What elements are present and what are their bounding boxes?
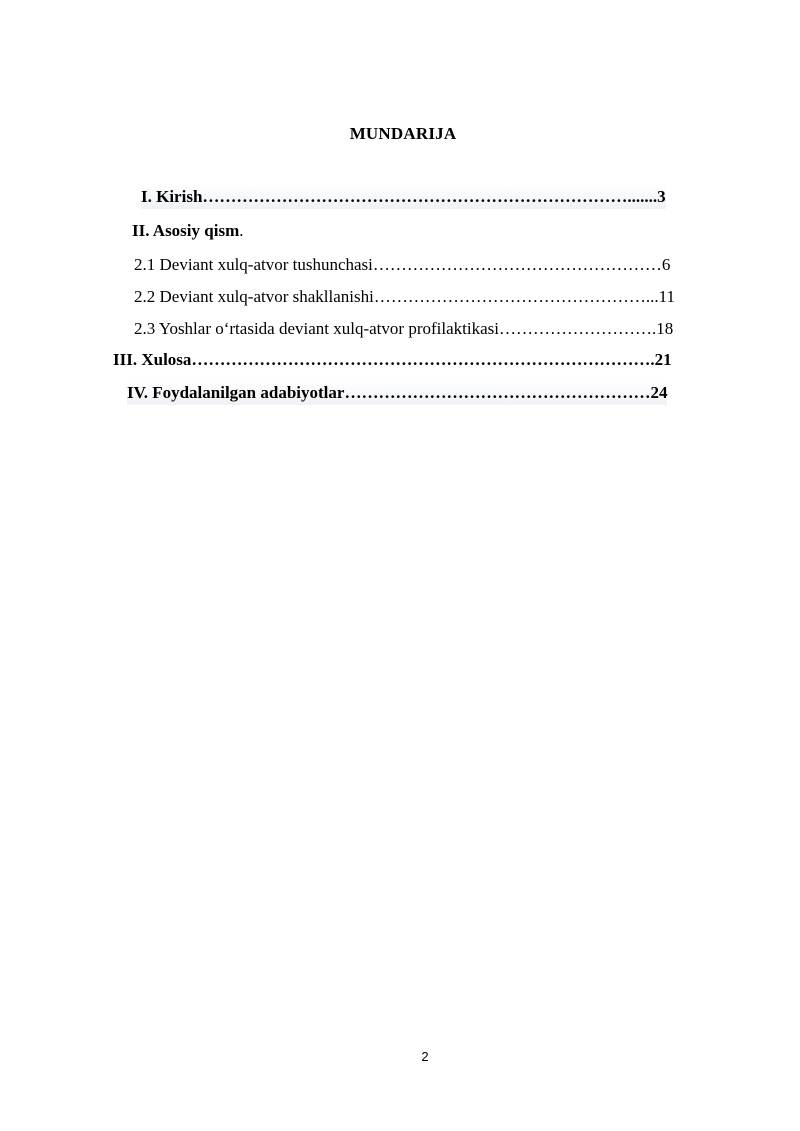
toc-entry-label: 2.3 Yoshlar o‘rtasida deviant xulq-atvor profilaktikasi bbox=[134, 319, 499, 338]
toc-entry-page: 11 bbox=[658, 287, 675, 306]
toc-entry-page: 24 bbox=[650, 383, 668, 402]
toc-entry-dots: …………………………………………… bbox=[372, 255, 662, 274]
toc-entry-2-2 bbox=[134, 285, 675, 309]
toc-entry-label: IV. Foydalanilgan adabiyotlar bbox=[127, 383, 345, 402]
toc-entry-foydalanilgan-adabiyotlar bbox=[127, 381, 667, 405]
toc-entry-page: 21 bbox=[654, 350, 672, 369]
toc-entry-page: 6 bbox=[661, 255, 671, 274]
toc-entry-asosiy-qism bbox=[132, 219, 243, 243]
toc-entry-page: 3 bbox=[657, 187, 666, 206]
toc-entry-dots: . bbox=[239, 221, 244, 240]
toc-entry-2-1 bbox=[134, 253, 670, 277]
toc-entry-label: I. Kirish bbox=[141, 187, 203, 206]
toc-entry-xulosa bbox=[113, 348, 672, 372]
toc-entry-label: 2.1 Deviant xulq-atvor tushunchasi bbox=[134, 255, 373, 274]
toc-entry-dots: ………………………………………………………………………. bbox=[191, 350, 655, 369]
toc-entry-dots: …………………………………………... bbox=[373, 287, 659, 306]
toc-entry-label: II. Asosiy qism bbox=[132, 221, 240, 240]
toc-entry-kirish bbox=[141, 185, 666, 209]
page-number: 2 bbox=[421, 1049, 429, 1064]
toc-entry-dots: ………………………. bbox=[498, 319, 657, 338]
toc-entry-dots: …………………………………………………………………....... bbox=[202, 187, 658, 206]
toc-entry-page: 18 bbox=[656, 319, 674, 338]
toc-entry-2-3 bbox=[134, 317, 673, 341]
toc-entry-label: 2.2 Deviant xulq-atvor shakllanishi bbox=[134, 287, 374, 306]
toc-entry-dots: ……………………………………………… bbox=[344, 383, 651, 402]
page-title: MUNDARIJA bbox=[349, 124, 457, 143]
toc-entry-label: III. Xulosa bbox=[113, 350, 192, 369]
